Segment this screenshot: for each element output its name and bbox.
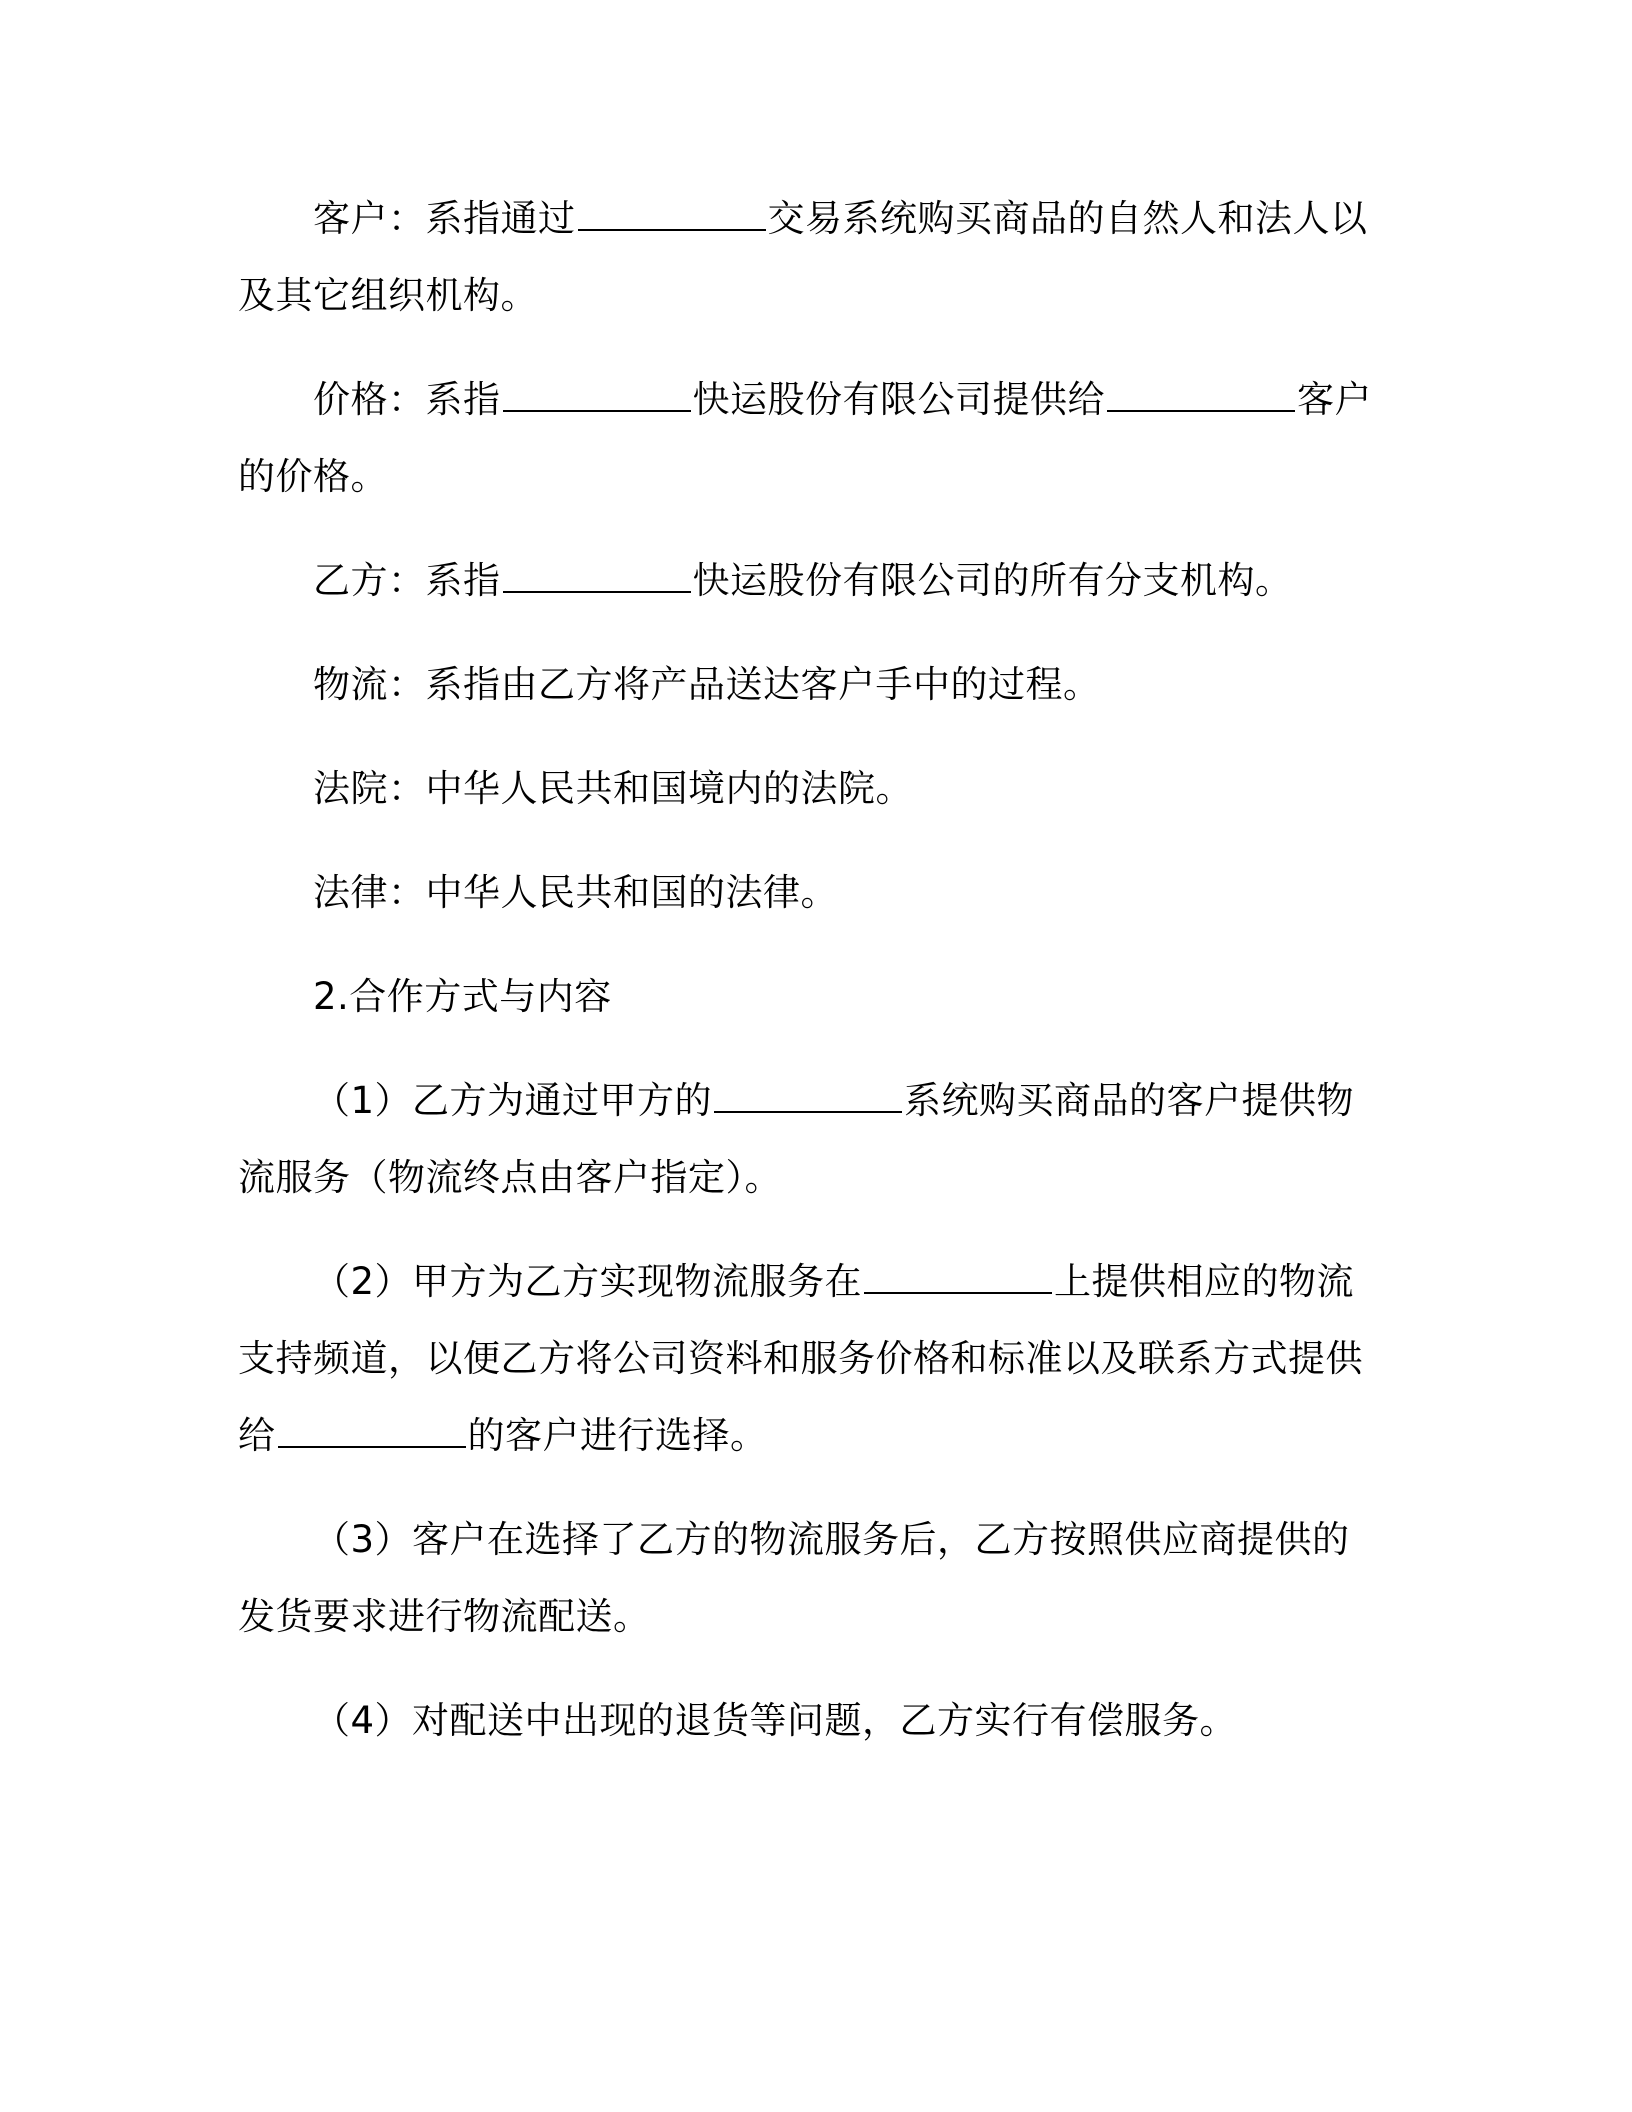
text-segment: 系统购买商品的客户提供物流服务（物流终点由客户指定）。 <box>238 1079 1355 1199</box>
text-segment: 快运股份有限公司的所有分支机构。 <box>692 559 1293 602</box>
blank-line <box>503 380 691 412</box>
blank-line <box>1107 380 1295 412</box>
text-segment: 快运股份有限公司提供给 <box>692 378 1105 421</box>
section-heading <box>238 958 1378 1035</box>
text-segment: 交易系统购买商品的自然人和法人以及其它组织机构。 <box>238 197 1368 317</box>
blank-line <box>714 1081 902 1113</box>
definition-logistics <box>238 646 1378 723</box>
blank-line <box>278 1416 466 1448</box>
definition-law <box>238 854 1378 931</box>
clause-3 <box>238 1501 1378 1655</box>
definition-party-b <box>238 542 1378 619</box>
clause-2 <box>238 1243 1378 1474</box>
text-segment: （2）甲方为乙方实现物流服务在 <box>313 1260 863 1303</box>
clause-4 <box>238 1682 1378 1759</box>
text-segment: （1）乙方为通过甲方的 <box>313 1079 713 1122</box>
blank-line <box>503 561 691 593</box>
clause-1 <box>238 1062 1378 1216</box>
text-segment: 上提供相应的物流支持频道，以便乙方将公司资料和服务价格和标准以及联系方式提供给 <box>238 1260 1363 1457</box>
text-segment: 客户的价格。 <box>238 378 1372 498</box>
text-segment: （3）客户在选择了乙方的物流服务后，乙方按照供应商提供的发货要求进行物流配送。 <box>238 1518 1350 1638</box>
text-segment: 乙方：系指 <box>313 559 501 602</box>
blank-line <box>864 1262 1052 1294</box>
text-segment: 法律：中华人民共和国的法律。 <box>313 871 838 914</box>
text-segment: 法院：中华人民共和国境内的法院。 <box>313 767 913 810</box>
definition-court <box>238 750 1378 827</box>
text-segment: 的客户进行选择。 <box>467 1414 768 1457</box>
definition-price <box>238 361 1378 515</box>
document-body <box>238 180 1378 1786</box>
blank-line <box>578 199 766 231</box>
text-segment: 价格：系指 <box>313 378 501 421</box>
text-segment: 物流：系指由乙方将产品送达客户手中的过程。 <box>313 663 1101 706</box>
definition-customer <box>238 180 1378 334</box>
text-segment: 2.合作方式与内容 <box>313 975 612 1018</box>
text-segment: 客户：系指通过 <box>313 197 576 240</box>
text-segment: （4）对配送中出现的退货等问题，乙方实行有偿服务。 <box>313 1699 1238 1742</box>
